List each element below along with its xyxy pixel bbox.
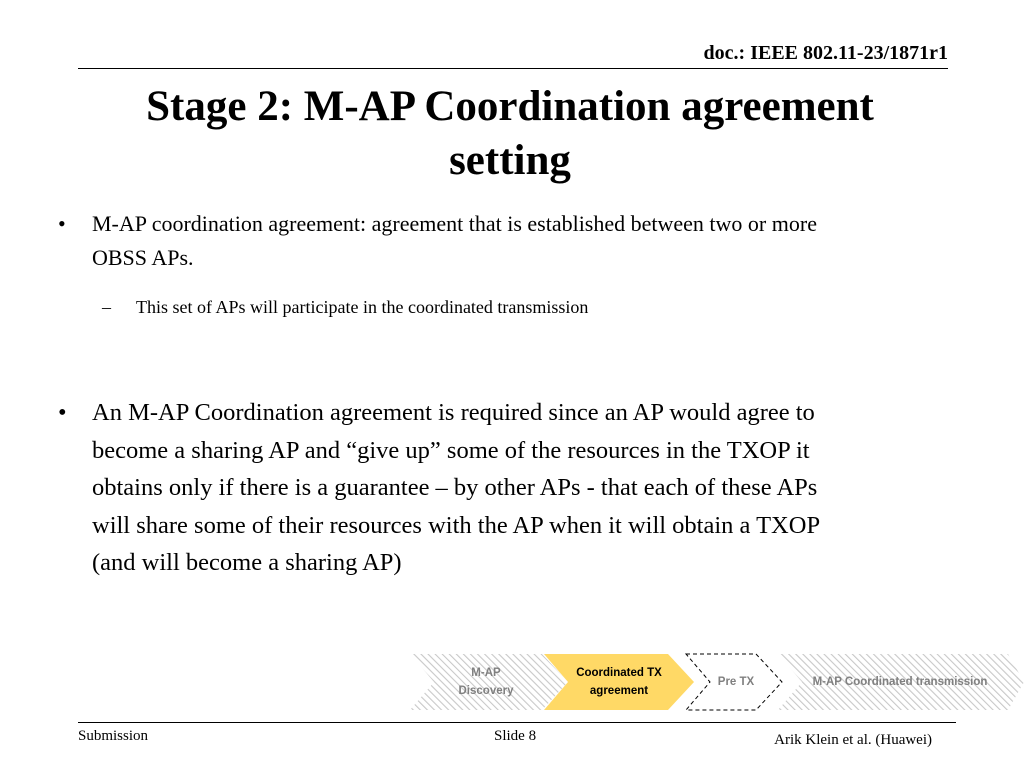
- stage-label-agreement-line-1: Coordinated TX: [576, 667, 662, 679]
- bullet-1-line-2: OBSS APs.: [92, 245, 194, 270]
- bullet-2-line-2: become a sharing AP and “give up” some of the resources in the TXOP it: [92, 436, 810, 464]
- bullet-2-line-4: will share some of their resources with the AP when it will obtain a TXOP: [92, 511, 821, 539]
- stage-label-pre-tx-text: Pre TX: [717, 676, 755, 688]
- slide-title-line-1: Stage 2: M-AP Coordination agreement: [146, 83, 874, 130]
- bullet-1-text: [92, 207, 952, 275]
- stage-label-pre-tx: [706, 658, 766, 706]
- stage-label-agreement: [560, 658, 678, 706]
- bullet-2-line-5: (and will become a sharing AP): [92, 549, 402, 576]
- bullet-2-line-1: An M-AP Coordination agreement is required since an AP would agree to: [92, 399, 815, 426]
- footer-rule: [78, 722, 956, 723]
- footer-author: Arik Klein et al. (Huawei): [774, 732, 932, 748]
- slide-title-line-2: setting: [449, 137, 571, 184]
- stage-label-discovery-line-1: M-AP: [471, 667, 501, 679]
- sub-bullet-marker: –: [102, 297, 111, 317]
- slide-title: [60, 80, 960, 188]
- stage-label-discovery-line-2: Discovery: [458, 685, 514, 697]
- bullet-marker: •: [58, 399, 67, 426]
- document-id: doc.: IEEE 802.11-23/1871r1: [703, 42, 948, 64]
- bullet-1-line-1: M-AP coordination agreement: agreement that is established between two or more: [92, 211, 817, 236]
- footer-slide-number: Slide 8: [494, 728, 537, 744]
- bullet-2-text: [92, 394, 952, 582]
- stage-label-transmission: [800, 658, 1000, 706]
- header-rule: [78, 68, 948, 69]
- sub-bullet-1-text: This set of APs will participate in the coordinated transmission: [136, 297, 589, 317]
- bullet-marker: •: [58, 211, 66, 236]
- bullet-2-line-3: obtains only if there is a guarantee – by other APs - that each of these APs: [92, 474, 818, 501]
- stage-label-discovery: [430, 658, 542, 706]
- stage-label-transmission-text: M-AP Coordinated transmission: [812, 676, 988, 688]
- footer-submission: Submission: [78, 728, 149, 744]
- stage-label-agreement-line-2: agreement: [589, 685, 649, 697]
